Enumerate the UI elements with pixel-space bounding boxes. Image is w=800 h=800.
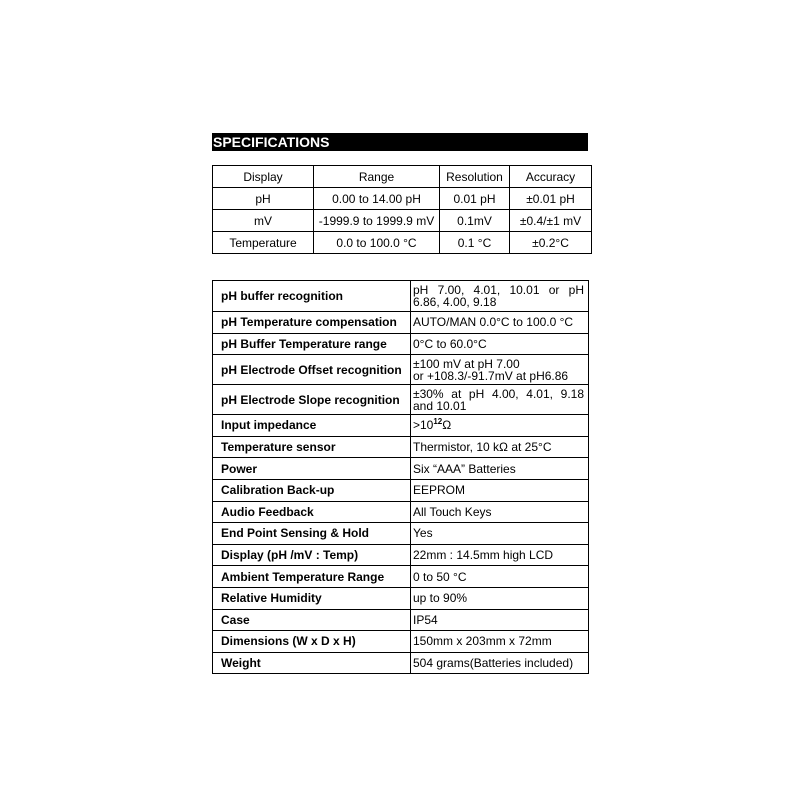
spec-value-line: ±100 mV at pH 7.00 — [413, 356, 520, 371]
spec-row — [213, 652, 589, 674]
spec-value: Yes — [411, 523, 589, 545]
spec-label: Dimensions (W x D x H) — [213, 631, 411, 653]
spec-value-line: or +108.3/-91.7mV at pH6.86 — [413, 368, 569, 383]
spec-row — [213, 415, 589, 437]
column-header: Display — [213, 166, 314, 188]
spec-value: ±30% at pH 4.00, 4.01, 9.18 and 10.01 — [411, 385, 589, 415]
spec-label: Case — [213, 609, 411, 631]
spec-label: Calibration Back-up — [213, 479, 411, 501]
spec-row — [213, 333, 589, 355]
column-header: Range — [314, 166, 440, 188]
spec-row — [213, 436, 589, 458]
spec-row — [213, 566, 589, 588]
spec-value: Six “AAA” Batteries — [411, 458, 589, 480]
table-cell: -1999.9 to 1999.9 mV — [314, 210, 440, 232]
table-row — [213, 232, 592, 254]
table-cell: ±0.4/±1 mV — [510, 210, 592, 232]
table-cell: 0.1 °C — [440, 232, 510, 254]
spec-label: Power — [213, 458, 411, 480]
spec-row — [213, 312, 589, 334]
ohm-symbol: Ω — [442, 418, 452, 433]
spec-row — [213, 479, 589, 501]
spec-label: Input impedance — [213, 415, 411, 437]
spec-value: AUTO/MAN 0.0°C to 100.0 °C — [411, 312, 589, 334]
spec-row — [213, 631, 589, 653]
table-row — [213, 210, 592, 232]
spec-value: IP54 — [411, 609, 589, 631]
spec-label: pH Temperature compensation — [213, 312, 411, 334]
spec-value: EEPROM — [411, 479, 589, 501]
table-header-row — [213, 166, 592, 188]
spec-value: 0°C to 60.0°C — [411, 333, 589, 355]
spec-label: pH Electrode Slope recognition — [213, 385, 411, 415]
spec-row — [213, 458, 589, 480]
table-cell: ±0.2°C — [510, 232, 592, 254]
spec-label: Ambient Temperature Range — [213, 566, 411, 588]
spec-row — [213, 355, 589, 385]
spec-row — [213, 609, 589, 631]
spec-value: up to 90% — [411, 587, 589, 609]
spec-row — [213, 501, 589, 523]
spec-row — [213, 544, 589, 566]
table-cell: Temperature — [213, 232, 314, 254]
column-header: Resolution — [440, 166, 510, 188]
spec-value — [411, 355, 589, 385]
table-row — [213, 188, 592, 210]
table-cell: 0.01 pH — [440, 188, 510, 210]
table-cell: pH — [213, 188, 314, 210]
table-cell: 0.00 to 14.00 pH — [314, 188, 440, 210]
spec-label: Temperature sensor — [213, 436, 411, 458]
range-table — [212, 165, 592, 254]
spec-value: 0 to 50 °C — [411, 566, 589, 588]
spec-label: Relative Humidity — [213, 587, 411, 609]
spec-value: pH 7.00, 4.01, 10.01 or pH 6.86, 4.00, 9.18 — [411, 281, 589, 312]
spec-label: Weight — [213, 652, 411, 674]
spec-label: pH buffer recognition — [213, 281, 411, 312]
spec-label: pH Buffer Temperature range — [213, 333, 411, 355]
spec-value: 150mm x 203mm x 72mm — [411, 631, 589, 653]
spec-table — [212, 280, 589, 674]
spec-value: Thermistor, 10 kΩ at 25°C — [411, 436, 589, 458]
spec-value: 504 grams(Batteries included) — [411, 652, 589, 674]
table-cell: 0.0 to 100.0 °C — [314, 232, 440, 254]
spec-label: Audio Feedback — [213, 501, 411, 523]
table-cell: ±0.01 pH — [510, 188, 592, 210]
spec-row — [213, 385, 589, 415]
spec-label: Display (pH /mV : Temp) — [213, 544, 411, 566]
spec-value: 22mm : 14.5mm high LCD — [411, 544, 589, 566]
spec-label: pH Electrode Offset recognition — [213, 355, 411, 385]
impedance-exponent: 12 — [433, 417, 443, 427]
spec-row — [213, 523, 589, 545]
spec-value — [411, 415, 589, 437]
spec-row — [213, 587, 589, 609]
spec-row — [213, 281, 589, 312]
table-cell: mV — [213, 210, 314, 232]
table-cell: 0.1mV — [440, 210, 510, 232]
impedance-base: >10 — [413, 418, 434, 433]
specifications-heading: SPECIFICATIONS — [212, 133, 588, 151]
column-header: Accuracy — [510, 166, 592, 188]
spec-label: End Point Sensing & Hold — [213, 523, 411, 545]
spec-value: All Touch Keys — [411, 501, 589, 523]
